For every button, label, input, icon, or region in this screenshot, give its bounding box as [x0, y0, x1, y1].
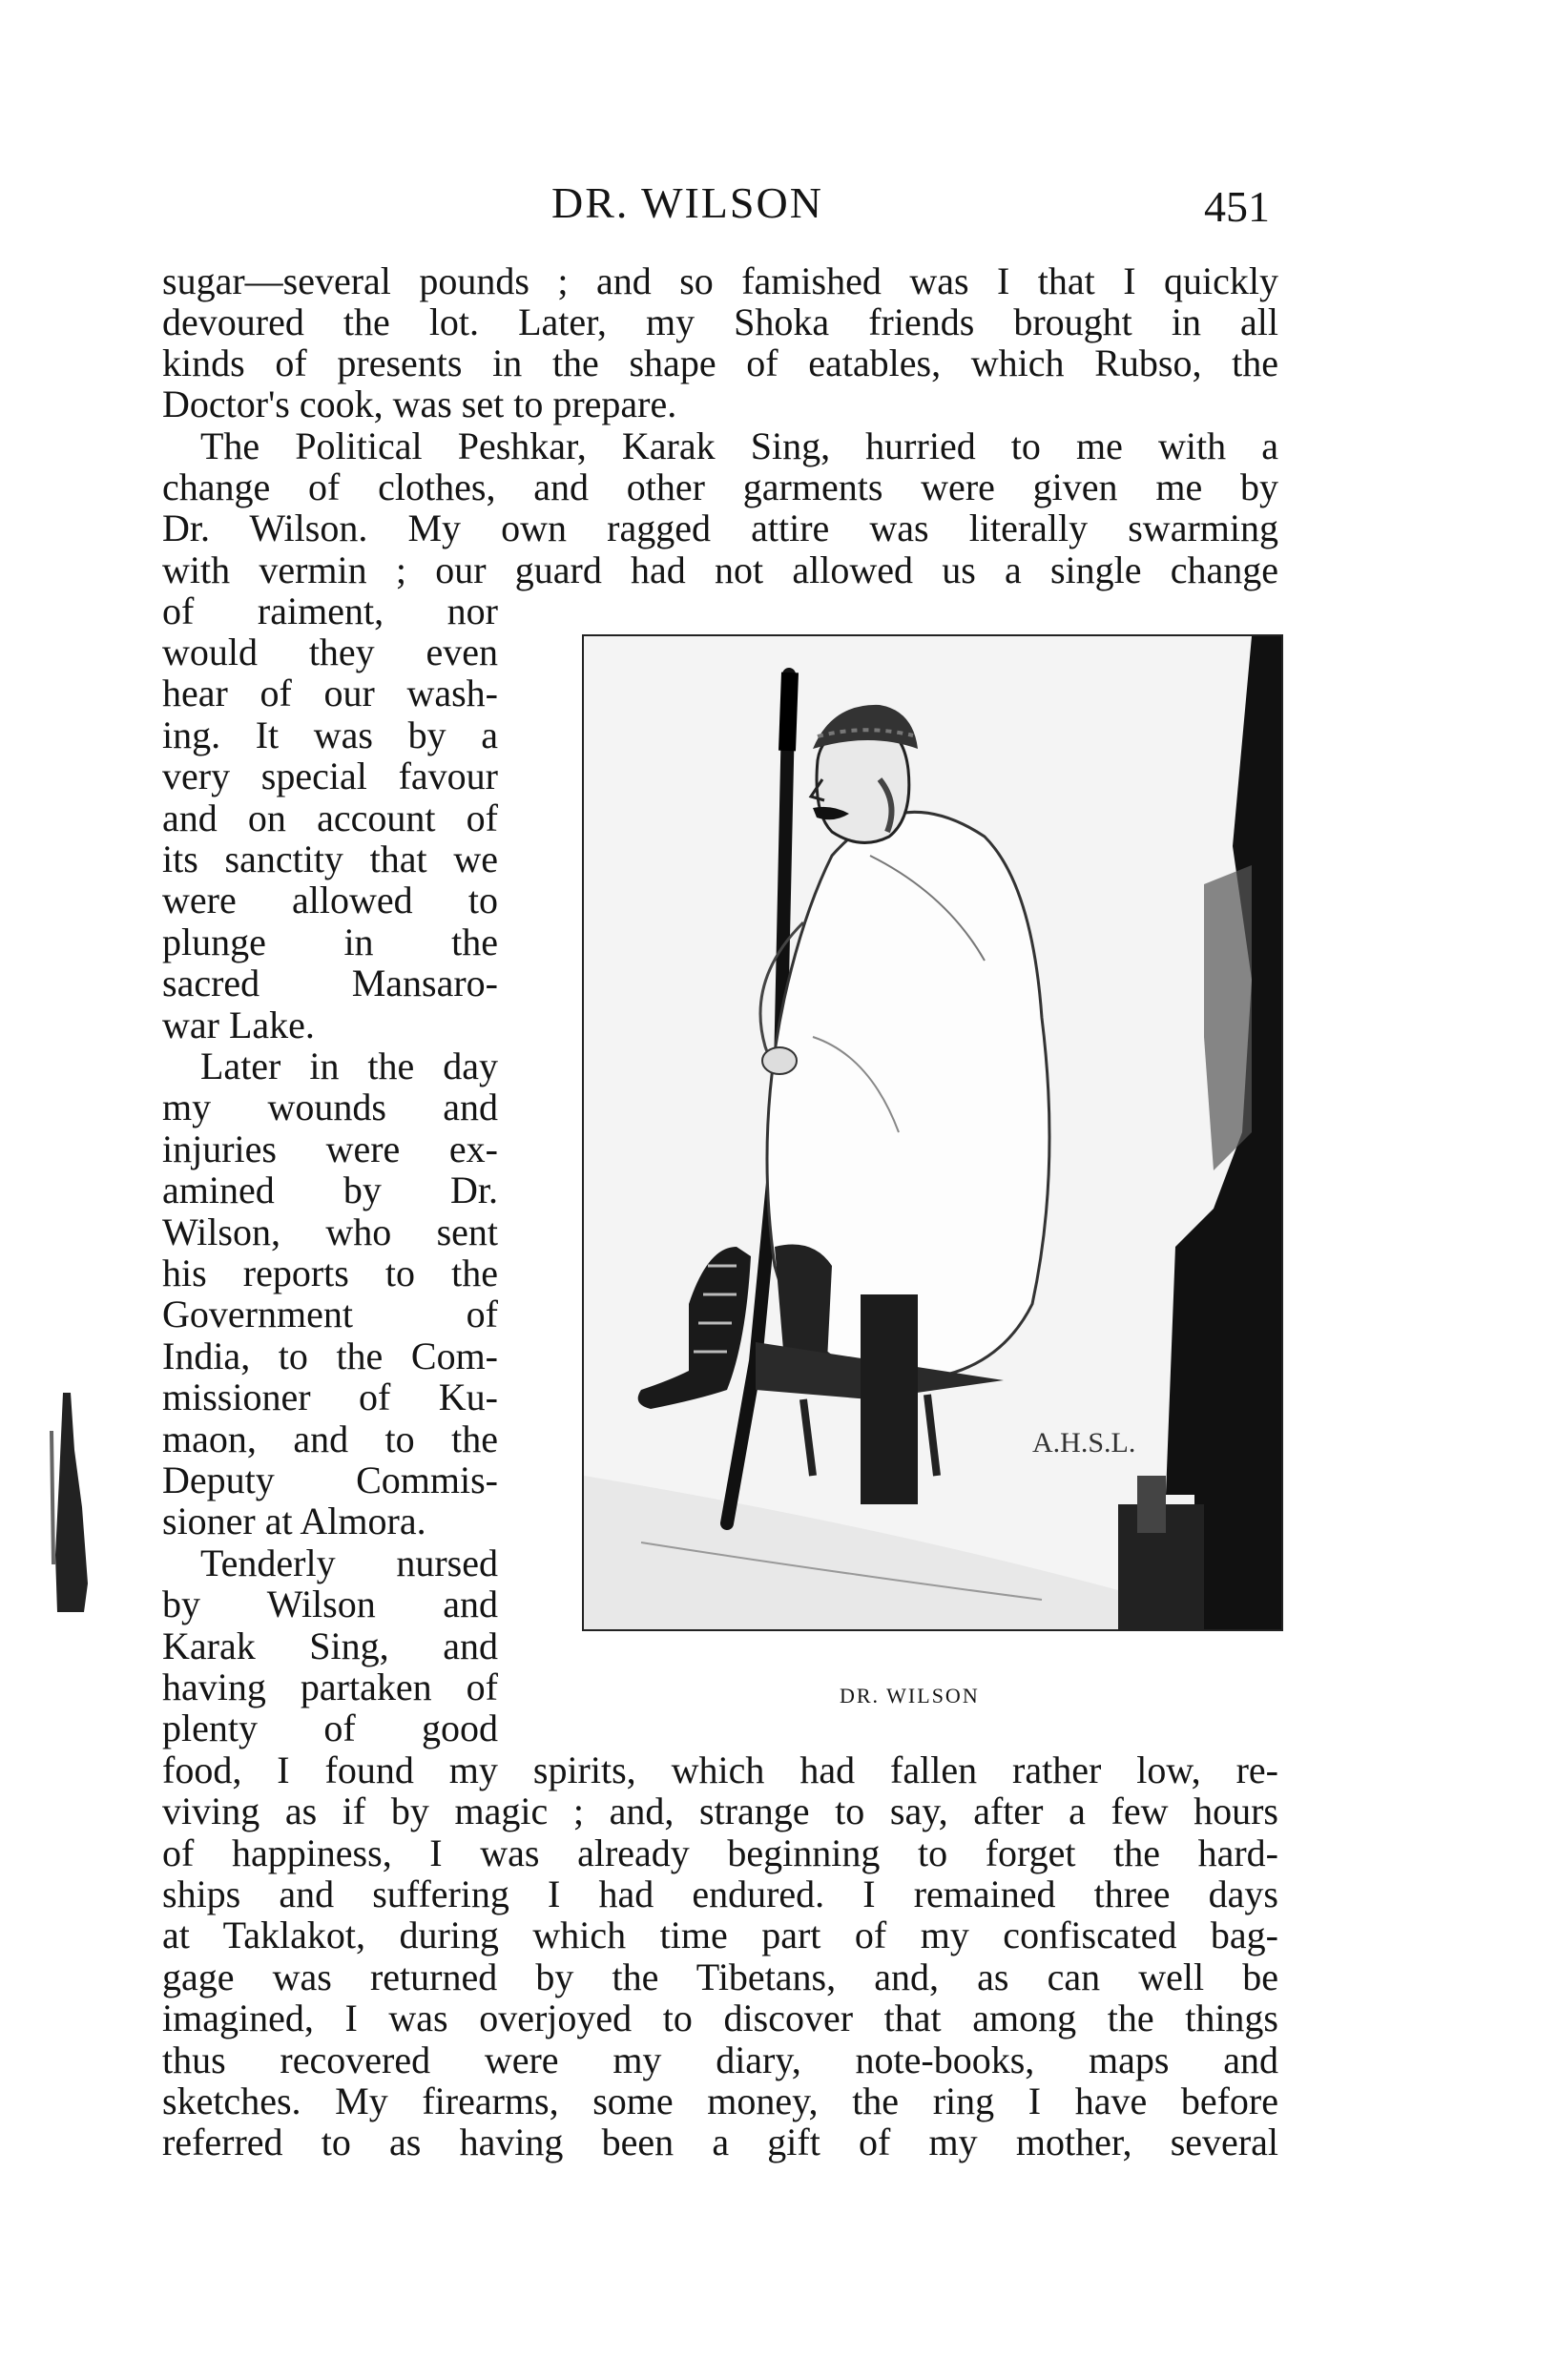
text-line: maon, and to the	[162, 1418, 498, 1460]
text-line: Doctor's cook, was set to prepare.	[162, 383, 677, 425]
text-line: food, I found my spirits, which had fallen rather low, re-	[162, 1749, 1278, 1791]
text-line: The Political Peshkar, Karak Sing, hurried to me with a	[200, 424, 1278, 467]
portrait-illustration	[582, 634, 1283, 1631]
text-line: sioner at Almora.	[162, 1500, 426, 1542]
text-line: sacred Mansaro-	[162, 962, 498, 1004]
text-line: Wilson, who sent	[162, 1211, 498, 1253]
text-line: devoured the lot. Later, my Shoka friends brought in all	[162, 300, 1278, 343]
text-line: and on account of	[162, 797, 498, 839]
text-line: ships and suffering I had endured. I remained three days	[162, 1873, 1278, 1915]
text-line: its sanctity that we	[162, 838, 498, 880]
text-line: change of clothes, and other garments were given me by	[162, 466, 1278, 508]
text-line: Karak Sing, and	[162, 1625, 498, 1667]
text-line: Later in the day	[200, 1045, 498, 1087]
text-line: war Lake.	[162, 1004, 315, 1046]
text-line: sketches. My firearms, some money, the ring I have before	[162, 2080, 1278, 2122]
seated-man-sketch	[584, 636, 1281, 1629]
text-line: kinds of presents in the shape of eatables, which Rubso, the	[162, 341, 1278, 384]
text-line: injuries were ex-	[162, 1128, 498, 1170]
text-line: imagined, I was overjoyed to discover that among the things	[162, 1997, 1278, 2039]
text-line: Dr. Wilson. My own ragged attire was literally swarming	[162, 507, 1278, 549]
page-number: 451	[1204, 182, 1270, 231]
text-line: his reports to the	[162, 1252, 498, 1294]
page-header-title: DR. WILSON	[551, 178, 823, 227]
text-line: very special favour	[162, 755, 498, 797]
text-line: Tenderly nursed	[200, 1542, 498, 1584]
text-line: sugar—several pounds ; and so famished was I that I quickly	[162, 259, 1278, 302]
text-line: referred to as having been a gift of my mother, several	[162, 2121, 1278, 2163]
text-line: ing. It was by a	[162, 714, 498, 756]
text-line: India, to the Com-	[162, 1335, 498, 1377]
text-line: viving as if by magic ; and, strange to say, after a few hours	[162, 1790, 1278, 1832]
text-line: Government of	[162, 1293, 498, 1335]
text-line: gage was returned by the Tibetans, and, as can well be	[162, 1956, 1278, 1998]
text-line: my wounds and	[162, 1086, 498, 1128]
binding-shadow-mark	[46, 1393, 92, 1612]
text-line: of happiness, I was already beginning to forget the hard-	[162, 1832, 1278, 1874]
text-line: would they even	[162, 631, 498, 673]
text-line: with vermin ; our guard had not allowed us a single change	[162, 548, 1278, 591]
text-line: at Taklakot, during which time part of my confiscated bag-	[162, 1914, 1278, 1956]
text-line: of raiment, nor	[162, 590, 498, 632]
text-line: by Wilson and	[162, 1583, 498, 1625]
text-line: Deputy Commis-	[162, 1459, 498, 1501]
text-line: thus recovered were my diary, note-books, maps and	[162, 2039, 1278, 2081]
text-line: plenty of good	[162, 1707, 498, 1749]
text-line: were allowed to	[162, 879, 498, 921]
text-line: amined by Dr.	[162, 1169, 498, 1211]
illustration-caption: DR. WILSON	[840, 1684, 980, 1707]
text-line: plunge in the	[162, 921, 498, 963]
svg-text:A.H.S.L.: A.H.S.L.	[1032, 1427, 1136, 1459]
text-line: hear of our wash-	[162, 672, 498, 714]
text-line: missioner of Ku-	[162, 1376, 498, 1418]
text-line: having partaken of	[162, 1666, 498, 1708]
